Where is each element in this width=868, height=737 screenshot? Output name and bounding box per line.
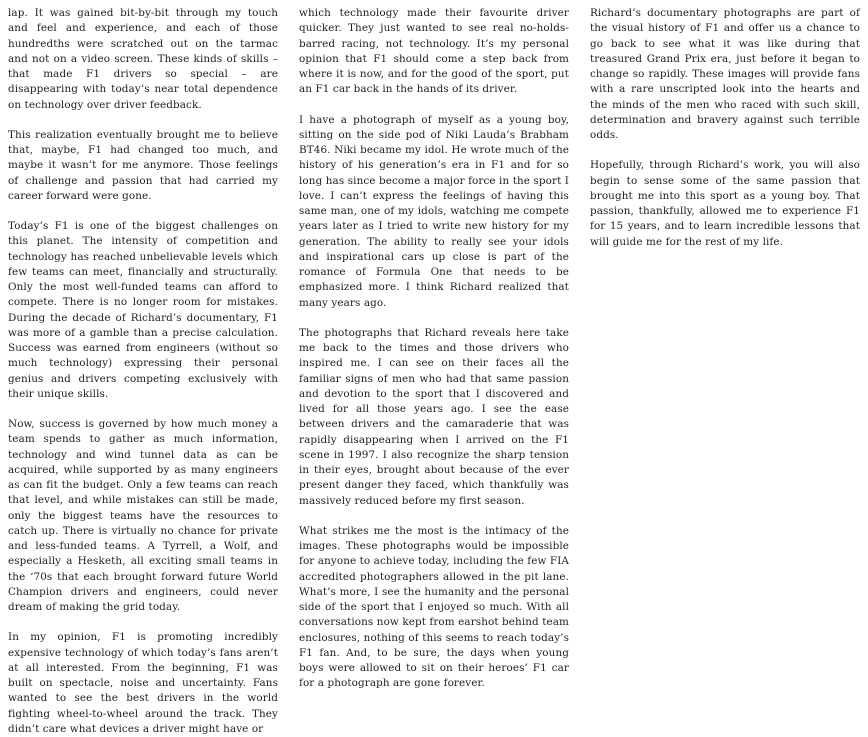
text-column-2 [299, 6, 569, 690]
paragraph: Today’s F1 is one of the biggest challenges on this planet. The intensity of competition and technology has reached unbelievable levels which few teams can meet, financially and structurally. Only the most well-funded teams can afford to compete. There is no longer room for mistakes. During the decade of Richard’s documentary, F1 was more of a gamble than a precise calculation. Success was earned from engineers (without so much technology) expressing their personal genius and drivers competing exclusively with their unique skills. [8, 220, 278, 400]
paragraph: Now, success is governed by how much money a team spends to gather as much information, technology and wind tunnel data as can be acquired, while supported by as many engineers as can fit the budget. Only a few teams can reach that level, and while mistakes can still be made, only the biggest teams have the resources to catch up. There is virtually no chance for private and less-funded teams. A Tyrrell, a Wolf, and especially a Hesketh, all exciting small teams in the ‘70s that each brought forward future World Champion drivers and engineers, could never dream of making the grid today. [8, 418, 278, 613]
text-column-3 [590, 6, 860, 652]
paragraph: The photographs that Richard reveals here take me back to the times and those drivers who inspired me. I can see on their faces all the familiar signs of men who had that same passion and devotion to the sport that I discovered and lived for all those years ago. I see the ease between drivers and the camaraderie that was rapidly disappearing when I arrived on the F1 scene in 1997. I also recognize the sharp tension in their eyes, brought about because of the ever present danger they faced, which thankfully was massively reduced before my first season. [299, 326, 569, 507]
text-column-1 [8, 6, 278, 735]
paragraph: which technology made their favourite driver quicker. They just wanted to see real no-holds-barred racing, not technology. It’s my personal opinion that F1 should come a step back from where it is now, and for the good of the sport, put an F1 car back in the hands of its driver. [299, 7, 569, 96]
paragraph: lap. It was gained bit-by-bit through my touch and feel and experience, and each of those hundredths were scratched out on the tarmac and not on a video screen. These kinds of skills – that made F1 drivers so special – are disappearing with today’s near total dependence on technology over driver feedback. [8, 7, 278, 111]
paragraph: I have a photograph of myself as a young boy, sitting on the side pod of Niki Lauda’s Brabham BT46. Niki became my idol. He wrote much of the history of his generation’s era in F1 and for so long has since become a major force in the sport I love. I can’t express the feelings of having this same man, one of my idols, watching me compete years later as I tried to write new history for my generation. The ability to really see your idols and inspirational cars up close is part of the romance of Formula One that needs to be emphasized more. I think Richard realized that many years ago. [299, 113, 569, 309]
paragraph: In my opinion, F1 is promoting incredibly expensive technology of which today’s fans aren’t at all interested. From the beginning, F1 was built on spectacle, noise and uncertainty. Fans wanted to see the best drivers in the world fighting wheel-to-wheel around the track. They didn’t care what devices a driver might have or [8, 631, 278, 735]
paragraph: This realization eventually brought me to believe that, maybe, F1 had changed too much, and maybe it wasn’t for me anymore. Those feelings of challenge and passion that had carried my career forward were gone. [8, 128, 278, 202]
paragraph: What strikes me the most is the intimacy of the images. These photographs would be impossible for anyone to achieve today, including the few FIA accredited photographers allowed in the pit lane. What’s more, I see the humanity and the personal side of the sport that I enjoyed so much. With all conversations now kept from earshot behind team enclosures, nothing of this seems to reach today’s F1 fan. And, to be sure, the days when young boys were allowed to sit on their heroes’ F1 car for a photograph are gone forever. [299, 524, 569, 690]
paragraph: Richard’s documentary photographs are part of the visual history of F1 and offer us a chance to go back to see what it was like during that treasured Grand Prix era, just before it began to change so rapidly. These images will provide fans with a rare unscripted look into the hearts and the minds of the men who raced with such skill, determination and bravery against such terrible odds. [590, 7, 860, 141]
paragraph: Hopefully, through Richard’s work, you will also begin to sense some of the same passion that brought me into this sport as a young boy. That passion, thankfully, allowed me to experience F1 for 15 years, and to learn incredible lessons that will guide me for the rest of my life. [590, 159, 860, 248]
